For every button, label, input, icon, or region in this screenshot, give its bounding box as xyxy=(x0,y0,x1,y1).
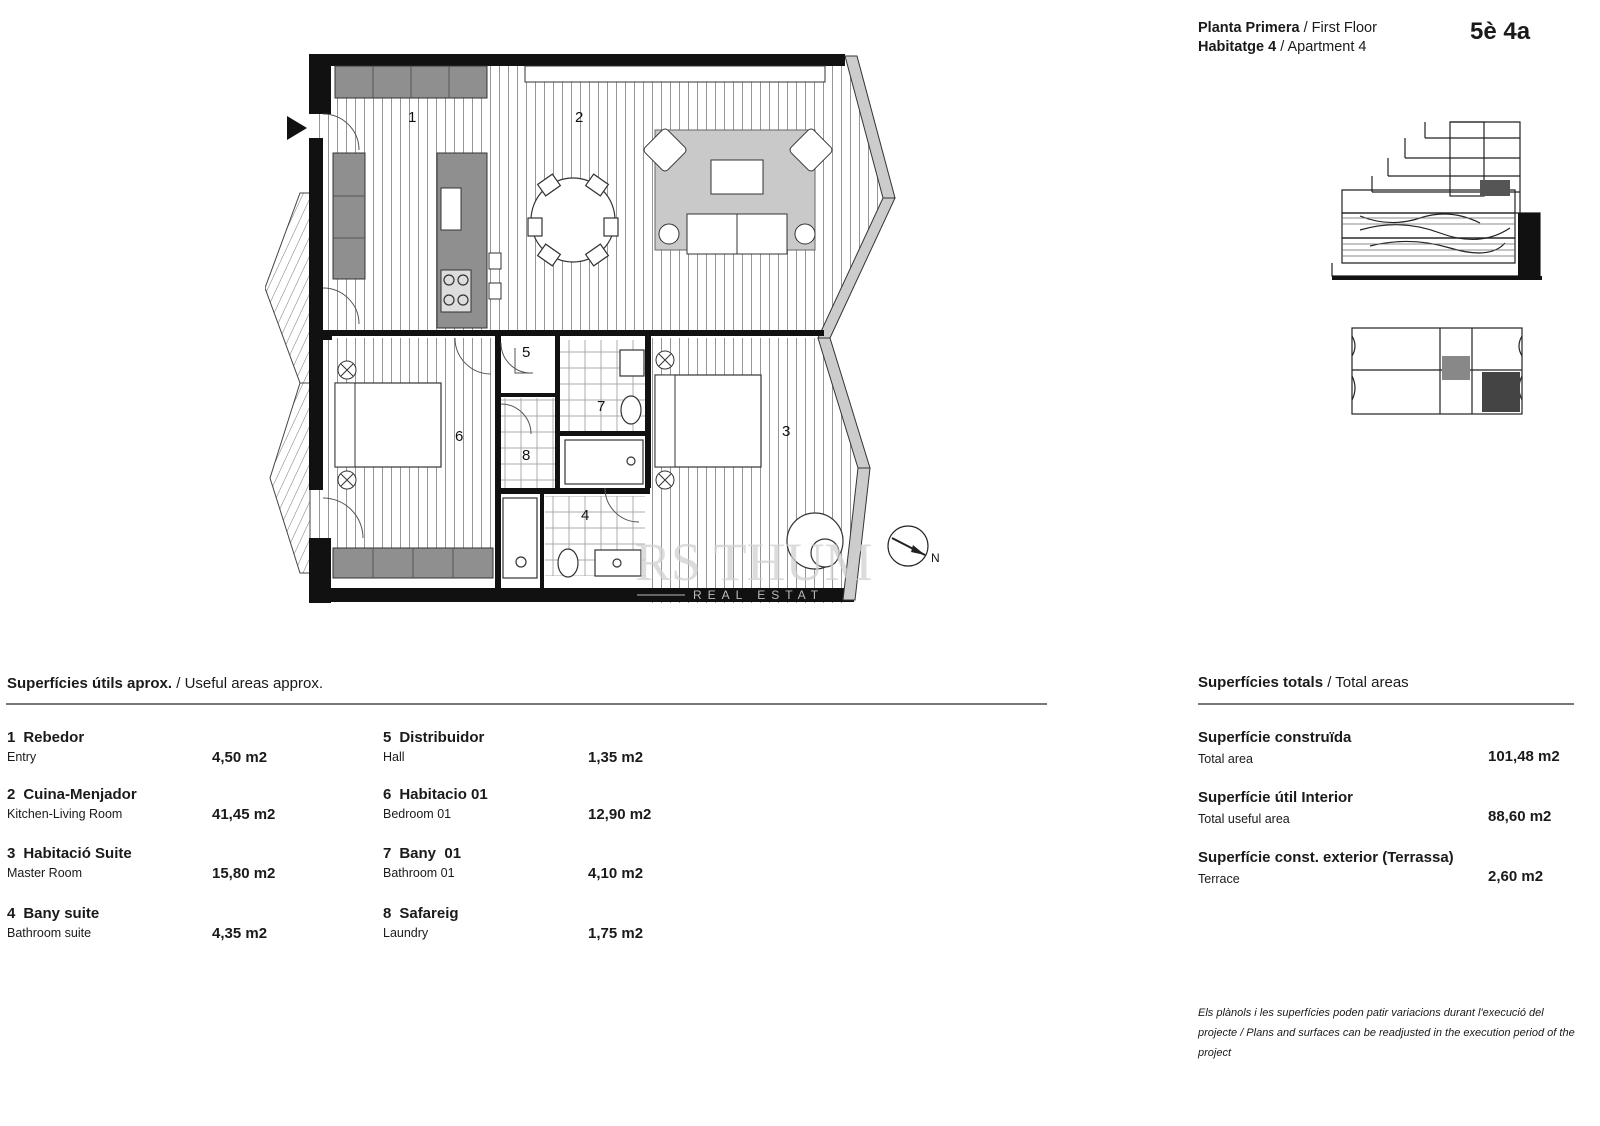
room-name-en: Entry xyxy=(7,750,37,764)
floor-plan xyxy=(265,48,965,618)
room-num: 8 xyxy=(383,905,392,922)
room-number: 7 xyxy=(597,398,606,415)
room-name: Rebedor xyxy=(23,729,85,746)
room-area: 1,75 m2 xyxy=(588,925,644,942)
room-row xyxy=(383,786,743,830)
total-area: 2,60 m2 xyxy=(1488,868,1544,885)
total-areas-title xyxy=(1198,674,1409,691)
total-name: Superfície construïda xyxy=(1198,729,1352,746)
room-name: Bany 01 xyxy=(399,845,462,862)
room-row xyxy=(7,905,367,949)
total-name: Superfície const. exterior (Terrassa) xyxy=(1198,849,1454,866)
watermark-logo: RS THUM xyxy=(635,532,873,592)
room-name: Bany suite xyxy=(23,905,100,922)
room-name: Safareig xyxy=(399,905,459,922)
room-name: Habitacio 01 xyxy=(399,786,488,803)
separator: / xyxy=(1323,674,1336,691)
separator: / xyxy=(1276,39,1288,55)
room-num: 3 xyxy=(7,845,16,862)
room-area: 15,80 m2 xyxy=(212,865,276,882)
useful-areas-title-en: Useful areas approx. xyxy=(184,675,323,692)
room-name-en: Bathroom 01 xyxy=(383,866,455,880)
dining-table xyxy=(528,174,618,266)
room-num: 2 xyxy=(7,786,16,803)
unit-code: 5è 4a xyxy=(1470,18,1531,45)
apartment-label-ca: Habitatge 4 xyxy=(1198,39,1277,55)
total-areas-title-ca: Superfícies totals xyxy=(1198,674,1324,691)
room-number: 1 xyxy=(408,109,417,126)
room-num: 5 xyxy=(383,729,392,746)
total-area: 88,60 m2 xyxy=(1488,808,1552,825)
room-number: 6 xyxy=(455,428,464,445)
kitchen-sink xyxy=(441,188,461,230)
total-area: 101,48 m2 xyxy=(1488,748,1560,765)
disclaimer: Els plànols i les superfícies poden patir variacions durant l'execució del projecte / Plans and surfaces can be readjusted in the execution period of the project xyxy=(1198,1007,1575,1059)
total-name: Superfície útil Interior xyxy=(1198,789,1354,806)
building-elevation-keyplan xyxy=(1330,118,1550,288)
room-row xyxy=(7,729,367,773)
room-area: 41,45 m2 xyxy=(212,806,276,823)
total-row xyxy=(1198,789,1578,839)
room-name-en: Kitchen-Living Room xyxy=(7,807,123,821)
useful-areas-title xyxy=(7,675,323,692)
room-name-en: Master Room xyxy=(7,866,83,880)
room-number: 3 xyxy=(782,423,791,440)
room-number: 4 xyxy=(581,507,590,524)
floor-keyplan xyxy=(1350,326,1525,418)
total-name-en: Total useful area xyxy=(1198,812,1290,826)
north-label: N xyxy=(931,551,940,565)
room-name: Distribuidor xyxy=(399,729,485,746)
watermark-sub: REAL ESTAT xyxy=(693,588,825,602)
room-number: 8 xyxy=(522,447,531,464)
divider xyxy=(1198,703,1574,705)
floor-label-en: First Floor xyxy=(1311,20,1377,36)
north-arrow-icon xyxy=(888,526,928,566)
room-num: 6 xyxy=(383,786,392,803)
separator: / xyxy=(1299,20,1312,36)
window-bench xyxy=(525,66,825,82)
room-name: Cuina-Menjador xyxy=(23,786,137,803)
apartment-label xyxy=(1198,38,1366,56)
useful-areas-title-ca: Superfícies útils aprox. xyxy=(7,675,173,692)
room-row xyxy=(7,845,367,889)
room-num: 1 xyxy=(7,729,16,746)
room-name-en: Hall xyxy=(383,750,405,764)
room-area: 4,10 m2 xyxy=(588,865,644,882)
room-name-en: Laundry xyxy=(383,926,429,940)
total-name-en: Total area xyxy=(1198,752,1253,766)
room-num: 4 xyxy=(7,905,16,922)
room-area: 12,90 m2 xyxy=(588,806,652,823)
divider xyxy=(6,703,1047,705)
room-row xyxy=(383,905,743,949)
separator: / xyxy=(172,675,185,692)
floor-label-ca: Planta Primera xyxy=(1198,20,1300,36)
total-areas-title-en: Total areas xyxy=(1335,674,1409,691)
room-row xyxy=(383,729,743,773)
room-number: 2 xyxy=(575,109,584,126)
total-row xyxy=(1198,729,1578,779)
total-row xyxy=(1198,849,1578,899)
room-num: 7 xyxy=(383,845,392,862)
room-row xyxy=(7,786,367,830)
room-row xyxy=(383,845,743,889)
room-number: 5 xyxy=(522,344,531,361)
lounge-area xyxy=(642,127,833,254)
left-balconies xyxy=(265,193,310,573)
entry-arrow-icon xyxy=(287,116,307,140)
room-area: 4,50 m2 xyxy=(212,749,268,766)
room-name: Habitació Suite xyxy=(23,845,132,862)
room-area: 4,35 m2 xyxy=(212,925,268,942)
room-area: 1,35 m2 xyxy=(588,749,644,766)
apartment-label-en: Apartment 4 xyxy=(1287,39,1367,55)
room-name-en: Bathroom suite xyxy=(7,926,92,940)
total-name-en: Terrace xyxy=(1198,872,1240,886)
floor-label xyxy=(1198,19,1377,37)
room-name-en: Bedroom 01 xyxy=(383,807,452,821)
